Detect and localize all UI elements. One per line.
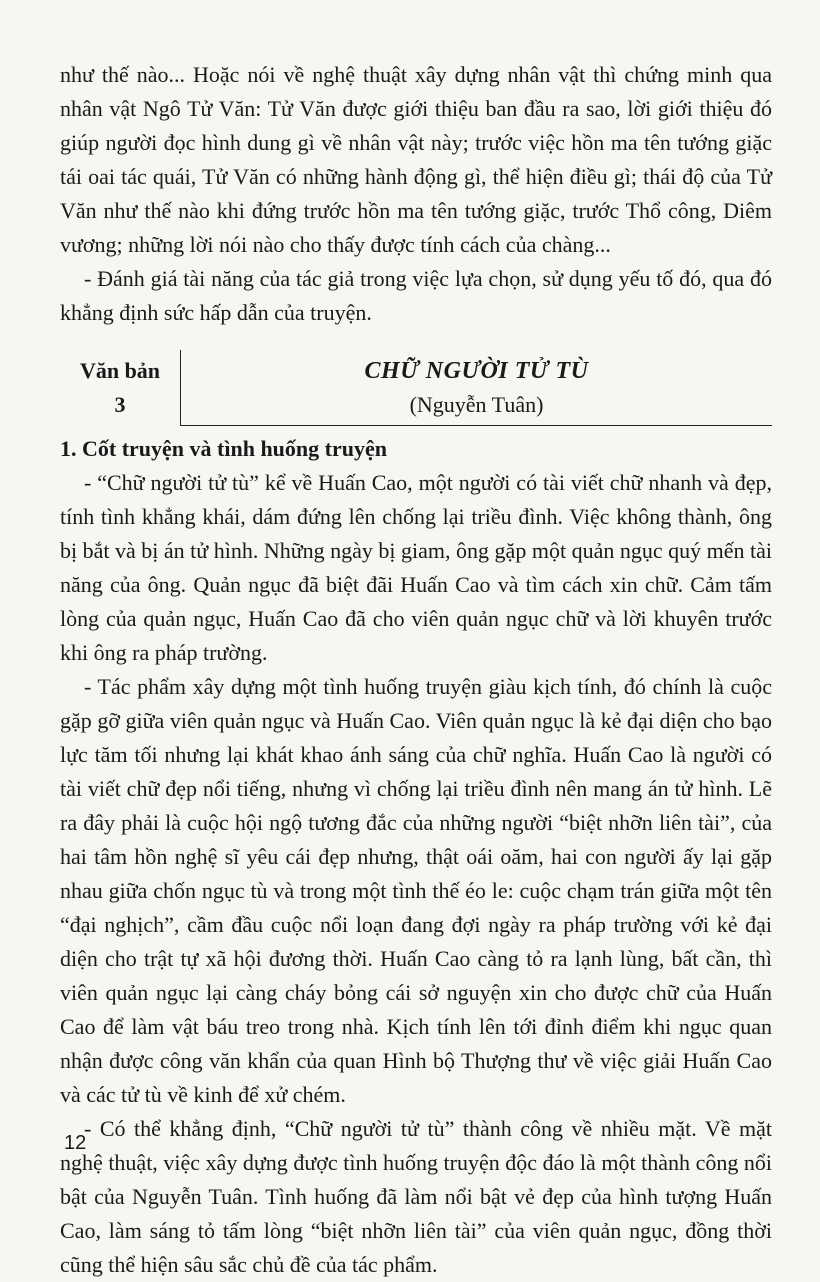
text-title-area — [181, 350, 772, 426]
text-label — [60, 350, 181, 426]
intro-paragraph-1: như thế nào... Hoặc nói về nghệ thuật xây dựng nhân vật thì chứng minh qua nhân vật Ngô Tử Văn: Tử Văn được giới thiệu ban đầu ra sao, lời giới thiệu đó giúp người đọc hình dung gì về nhân vật này; trước việc hồn ma tên tướng giặc tái oai tác quái, Tử Văn có những hành động gì, thể hiện điều gì; thái độ của Tử Văn như thế nào khi đứng trước hồn ma tên tướng giặc, trước Thổ công, Diêm vương; những lời nói nào cho thấy được tính cách của chàng... — [60, 62, 772, 257]
section-paragraph-3: - Có thể khẳng định, “Chữ người tử tù” thành công về nhiều mặt. Về mặt nghệ thuật, việc xây dựng được tình huống truyện độc đáo là một thành công nổi bật của Nguyễn Tuân. Tình huống đã làm nổi bật vẻ đẹp của hình tượng Huấn Cao, làm sáng tỏ tấm lòng “biệt nhỡn liên tài” của viên quản ngục, đồng thời cũng thể hiện sâu sắc chủ đề của tác phẩm. — [60, 1116, 772, 1277]
section-paragraph-1: - “Chữ người tử tù” kể về Huấn Cao, một người có tài viết chữ nhanh và đẹp, tính tình khẳng khái, dám đứng lên chống lại triều đình. Việc không thành, ông bị bắt và bị án tử hình. Những ngày bị giam, ông gặp một quản ngục quý mến tài năng của ông. Quản ngục đã biệt đãi Huấn Cao và tìm cách xin chữ. Cảm tấm lòng của quản ngục, Huấn Cao đã cho viên quản ngục chữ và lời khuyên trước khi ông ra pháp trường. — [60, 470, 772, 665]
intro-paragraph-2: - Đánh giá tài năng của tác giả trong việc lựa chọn, sử dụng yếu tố đó, qua đó khẳng định sức hấp dẫn của truyện. — [60, 266, 772, 325]
section-heading: 1. Cốt truyện và tình huống truyện — [60, 436, 387, 461]
text-title: CHỮ NGƯỜI TỬ TÙ — [364, 357, 589, 384]
text-title-box — [60, 350, 772, 426]
text-label-word: Văn bản — [79, 358, 161, 383]
text-label-number: 3 — [114, 392, 126, 417]
page-content — [60, 58, 772, 1282]
page-number: 12 — [64, 1132, 87, 1154]
text-author: (Nguyễn Tuân) — [409, 391, 544, 417]
section-paragraph-2: - Tác phẩm xây dựng một tình huống truyện giàu kịch tính, đó chính là cuộc gặp gỡ giữa viên quản ngục và Huấn Cao. Viên quản ngục là kẻ đại diện cho bạo lực tăm tối nhưng lại khát khao ánh sáng của chữ nghĩa. Huấn Cao là người có tài viết chữ đẹp nổi tiếng, nhưng vì chống lại triều đình nên mang án tử hình. Lẽ ra đây phải là cuộc hội ngộ tương đắc của những người “biệt nhỡn liên tài”, của hai tâm hồn nghệ sĩ yêu cái đẹp nhưng, thật oái oăm, hai con người ấy lại gặp nhau giữa chốn ngục tù và trong một tình thế éo le: cuộc chạm trán giữa một tên “đại nghịch”, cầm đầu cuộc nổi loạn đang đợi ngày ra pháp trường với kẻ đại diện cho trật tự xã hội đương thời. Huấn Cao càng tỏ ra lạnh lùng, bất cần, thì viên quản ngục lại càng cháy bỏng cái sở nguyện xin cho được chữ của Huấn Cao để làm vật báu treo trong nhà. Kịch tính lên tới đỉnh điểm khi ngục quan nhận được công văn khẩn của quan Hình bộ Thượng thư về việc giải Huấn Cao và các tử tù về kinh để xử chém. — [60, 674, 772, 1107]
